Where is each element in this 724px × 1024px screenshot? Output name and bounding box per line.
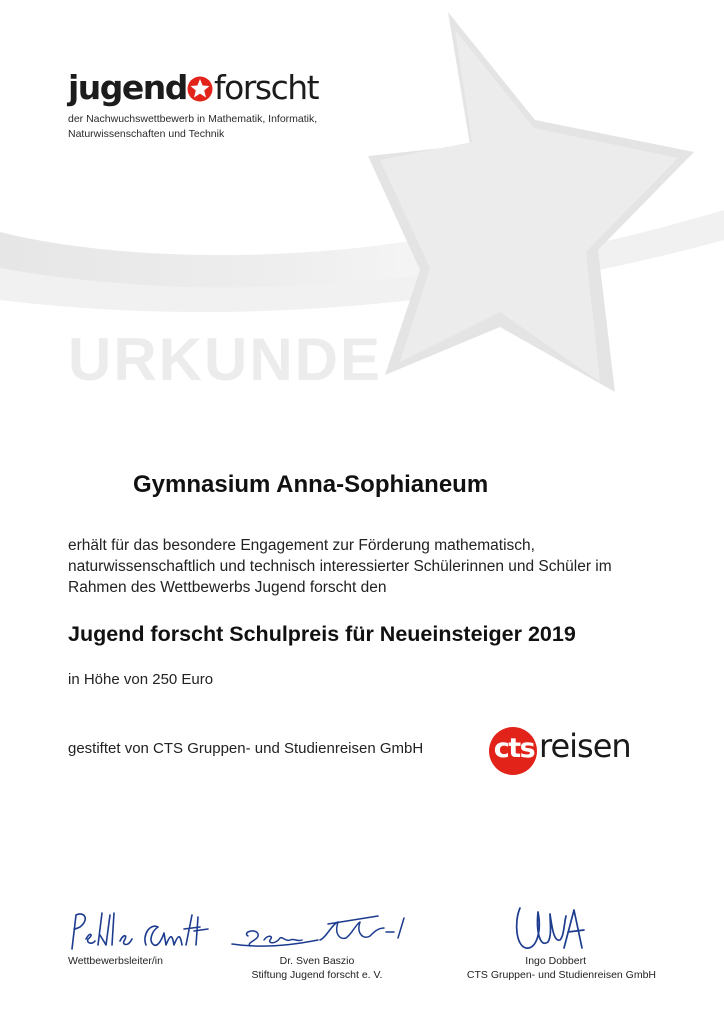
logo-tagline: der Nachwuchswettbewerb in Mathematik, Informatik, Naturwissenschaften und Technik [68, 113, 318, 140]
signature-1 [62, 905, 212, 953]
logo-wordmark-jugend: jugend [68, 68, 187, 107]
signature-2-caption [235, 954, 399, 982]
award-reason: erhält für das besondere Engagement zur Förderung mathematisch, naturwissenschaftlich und technisch interessierter Schülerinnen und Schüler im Rahmen des Wettbewerbs Jugend forscht den [68, 537, 612, 596]
recipient-name: Gymnasium Anna-Sophianeum [133, 471, 489, 498]
signature-3 [508, 902, 588, 954]
signature-3-name: Ingo Dobbert [525, 955, 586, 967]
certificate-title: URKUNDE [68, 326, 382, 393]
signature-3-organization: CTS Gruppen- und Studienreisen GmbH [466, 969, 656, 981]
prize-amount: in Höhe von 250 Euro [68, 671, 214, 688]
logo-wordmark-forscht: forscht [214, 68, 319, 107]
signature-1-role: Wettbewerbsleiter/in [68, 955, 163, 967]
cts-logo-badge-text: cts [493, 733, 535, 764]
signature-2 [228, 910, 412, 952]
cts-logo-word: reisen [539, 727, 631, 765]
signature-2-name: Dr. Sven Baszio [279, 955, 355, 967]
signature-3-caption [432, 954, 656, 982]
signature-2-organization: Stiftung Jugend forscht e. V. [251, 969, 383, 981]
prize-name: Jugend forscht Schulpreis für Neueinsteiger 2019 [68, 622, 576, 646]
logo-star-icon [187, 76, 213, 102]
sponsor-line: gestiftet von CTS Gruppen- und Studienreisen GmbH [68, 740, 424, 757]
